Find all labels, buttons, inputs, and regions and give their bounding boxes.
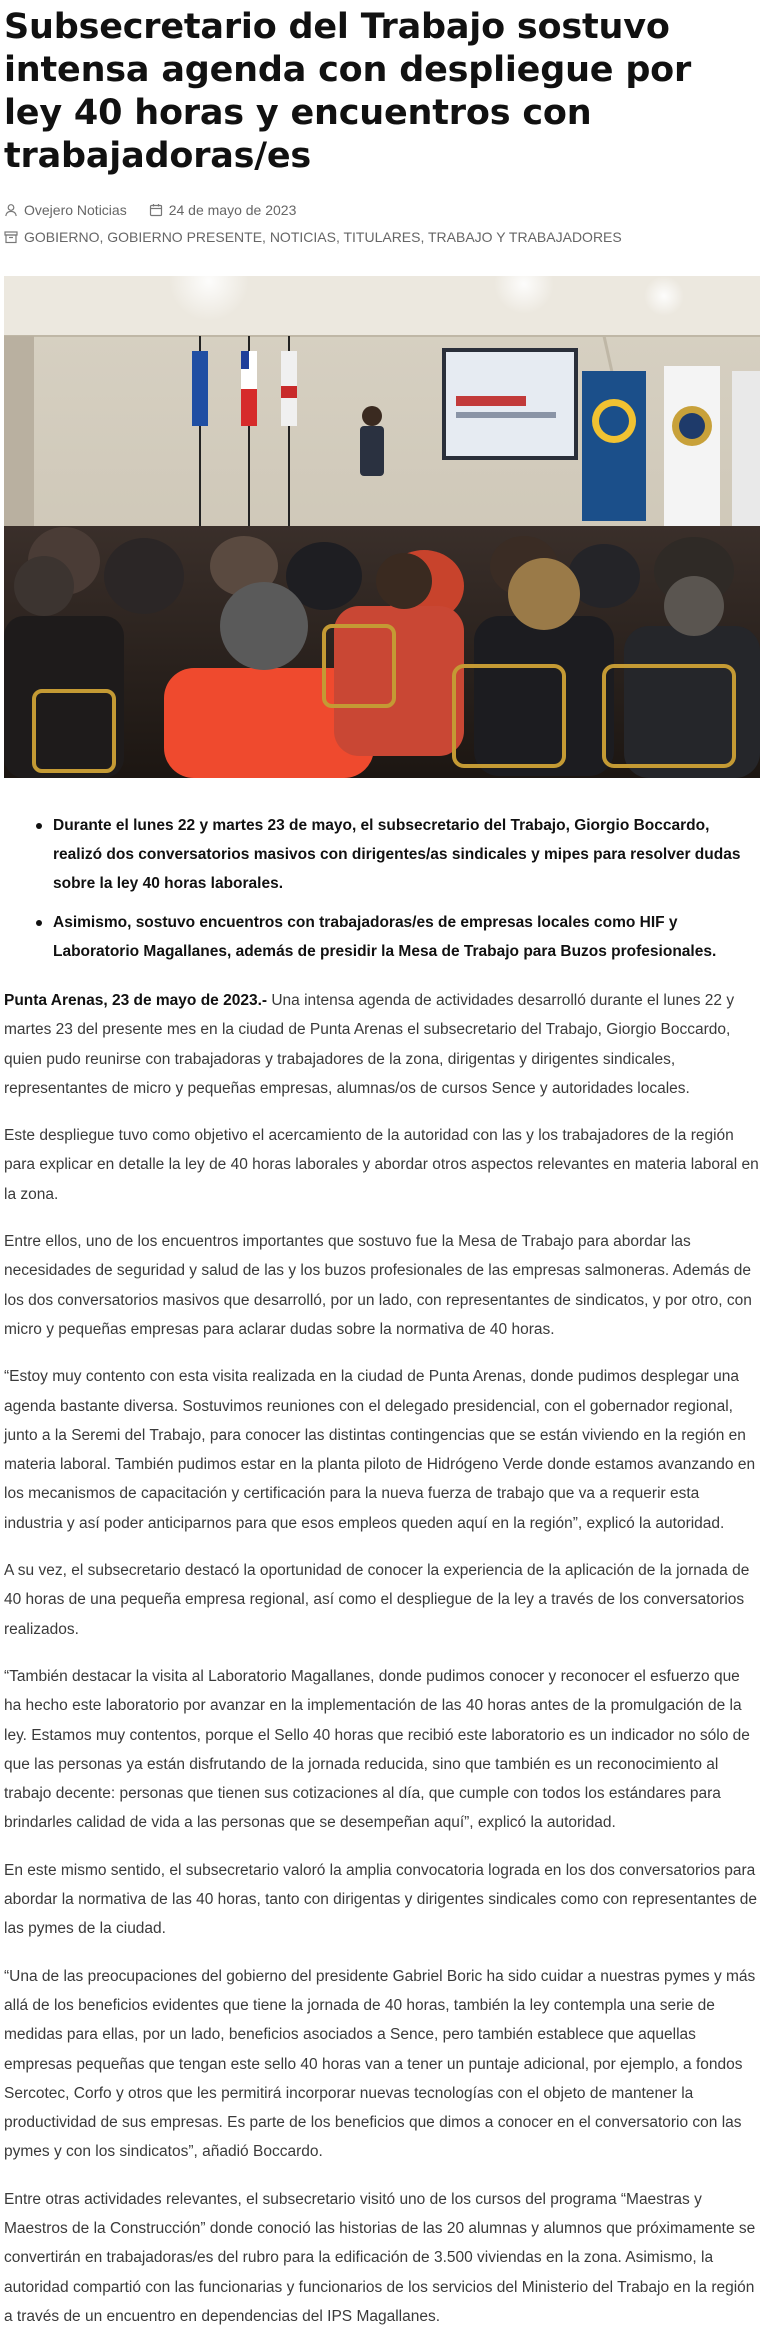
body-paragraph: “También destacar la visita al Laboratorio Magallanes, donde pudimos conocer y reconocer el esfuerzo que ha hecho este laboratorio por avanzar en la implementación de las 40 horas antes de la promulgación de la ley. Estamos muy contentos, porque el Sello 40 horas que recibió este laboratorio es un indicador no sólo de que las personas ya están disfrutando de la jornada reducida, sino que también es un reconocimiento al trabajo decente: personas que tienen sus cotizaciones al día, que cumple con todos los estándares para brindarles calidad de vida a las personas que se desempeñan aquí”, explicó la autoridad. [4,1667,750,1832]
lead-text: Una intensa agenda de actividades desarrolló durante el lunes 22 y martes 23 del presente mes en la ciudad de Punta Arenas el subsecretario del Trabajo, Giorgio Boccardo, quien pudo reunirse con trabajadoras y trabajadores de la zona, dirigentas y dirigentes sindicales, representantes de micro y pequeñas empresas, alumnas/os de cursos Sence y autoridades locales. [4,992,735,1097]
article-title: Subsecretario del Trabajo sostuvo intensa agenda con despliegue por ley 40 horas y encuentros con trabajadoras/es [4,7,692,176]
publish-date: 24 de mayo de 2023 [168,202,297,218]
user-icon [4,203,18,217]
article-meta [4,201,766,219]
category-links[interactable]: GOBIERNO, GOBIERNO PRESENTE, NOTICIAS, TITULARES, TRABAJO Y TRABAJADORES [24,229,622,245]
author-name[interactable]: Ovejero Noticias [24,202,127,218]
body-paragraph: Entre otras actividades relevantes, el subsecretario visitó uno de los cursos del programa “Maestras y Maestros de la Construcción” donde conoció las historias de las 20 alumnas y alumnos que próximamente se convertirán en trabajadoras/es del rubro para la edificación de 3.500 viviendas en la zona. Asimismo, la autoridad compartió con las funcionarias y funcionarios de los servicios del Ministerio del Trabajo en la región a través de un encuentro en dependencias del IPS Magallanes. [4,2190,756,2325]
category-meta [4,228,766,246]
highlight-item: Durante el lunes 22 y martes 23 de mayo, el subsecretario del Trabajo, Giorgio Boccardo, realizó dos conversatorios masivos con dirigentes/as sindicales y mipes para resolver dudas sobre la ley 40 horas laborales. [53,811,753,898]
body-paragraph: En este mismo sentido, el subsecretario valoró la amplia convocatoria lograda en los dos conversatorios para abordar la normativa de las 40 horas, tanto con dirigentas y dirigentes sindicales como con representantes de las pymes de la ciudad. [4,1861,758,1938]
date-meta [149,201,297,219]
highlight-item: Asimismo, sostuvo encuentros con trabajadoras/es de empresas locales como HIF y Laboratorio Magallanes, además de presidir la Mesa de Trabajo para Buzos profesionales. [53,908,753,966]
category-group [4,228,622,246]
body-paragraph: Este despliegue tuvo como objetivo el acercamiento de la autoridad con las y los trabajadores de la región para explicar en detalle la ley de 40 horas laborales y abordar otros aspectos relevantes en materia laboral en la zona. [4,1127,759,1203]
body-paragraph: A su vez, el subsecretario destacó la oportunidad de conocer la experiencia de la aplicación de la jornada de 40 horas de una pequeña empresa regional, así como el despliegue de la ley a través de los conversatorios realizados. [4,1562,750,1638]
article-highlights [0,811,766,966]
body-paragraph: “Una de las preocupaciones del gobierno del presidente Gabriel Boric ha sido cuidar a nuestras pymes y más allá de los beneficios evidentes que tiene la jornada de 40 horas, también la ley contempla una serie de medidas para ellas, por un lado, beneficios asociados a Sence, pero también establece que aquellas empresas pequeñas que tengan este sello 40 horas van a tener un puntaje adicional, por ejemplo, a fondos Sercotec, Corfo y otros que les permitirá incorporar nuevas tecnologías con el objeto de mantener la productividad de sus empresas. Es parte de los beneficios que dimos a conocer en el conversatorio con las pymes y con los sindicatos”, añadió Boccardo. [4,1967,756,2161]
body-paragraph: Entre ellos, uno de los encuentros importantes que sostuvo fue la Mesa de Trabajo para abordar las necesidades de seguridad y salud de las y los buzos profesionales de las empresas salmoneras. Además de los dos conversatorios masivos que desarrolló, por un lado, con representantes de sindicatos, y por otro, con micro y pequeñas empresas para aclarar dudas sobre la normativa de 40 horas. [4,1233,752,1338]
lead-location: Punta Arenas, 23 de mayo de 2023.- [4,992,268,1009]
lead-paragraph [4,986,760,1103]
body-paragraph: “Estoy muy contento con esta visita realizada en la ciudad de Punta Arenas, donde pudimos desplegar una agenda bastante diversa. Sostuvimos reuniones con el delegado presidencial, con el gobernador regional, junto a la Seremi del Trabajo, para conocer las distintas contingencias que se están viviendo en la región en materia laboral. También pudimos estar en la planta piloto de Hidrógeno Verde donde estamos avanzando en los mecanismos de capacitación y certificación para la nueva fuerza de trabajo que va a requerir esta industria y así poder anticiparnos para que esos empleos queden aquí en la región”, explicó la autoridad. [4,1368,756,1532]
article-hero-image [4,276,760,778]
article-body [4,986,760,2331]
folder-icon [4,230,18,244]
calendar-icon [149,203,163,217]
author-meta[interactable] [4,201,127,219]
